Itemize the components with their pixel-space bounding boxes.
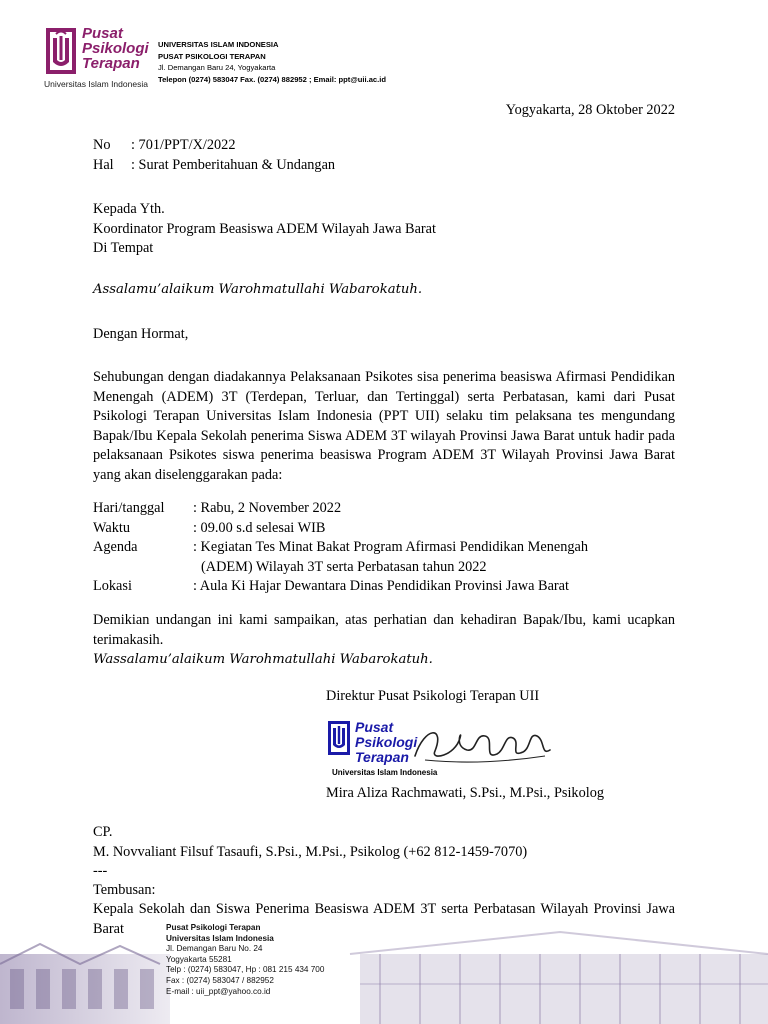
recipient-block — [93, 200, 436, 259]
footer-line-7: E-mail : uii_ppt@yahoo.co.id — [166, 986, 271, 996]
logo-subtitle: Universitas Islam Indonesia — [44, 79, 148, 89]
footer-line-4: Yogyakarta 55281 — [166, 954, 232, 964]
cc-label: Tembusan: — [93, 882, 156, 898]
logo-wordmark — [82, 26, 149, 71]
cp-label: CP. — [93, 824, 113, 840]
recipient-line-3: Di Tempat — [93, 240, 154, 256]
time-label: Waktu — [93, 519, 130, 536]
cp-block — [93, 823, 527, 882]
stamp-line-pusat: Pusat — [355, 719, 394, 735]
opening-greeting: Assalamu’alaikum Warohmatullahi Wabarokatuh. — [93, 282, 423, 297]
day-value: : Rabu, 2 November 2022 — [193, 500, 342, 516]
handwritten-signature — [405, 716, 555, 776]
letterhead-university: UNIVERSITAS ISLAM INDONESIA — [158, 40, 279, 49]
cp-divider: --- — [93, 863, 108, 879]
body-paragraph: Sehubungan dengan diadakannya Pelaksanaan Psikotes sisa penerima beasiswa Afirmasi Pendidikan Menengah (ADEM) 3T (Terdepan, Terluar, dan Tertinggal) serta Perbatasan, kami dari Pusat Psikologi Terapan Universitas Islam Indonesia (PPT UII) selaku tim pelaksana tes mengundang Bapak/Ibu Kepala Sekolah penerima Siswa ADEM 3T wilayah Provinsi Jawa Barat untuk hadir pada pelaksanaan Psikotes siswa penerima beasiswa Program ADEM 3T Wilayah Provinsi Jawa Barat yang akan diselenggarakan pada: — [93, 369, 675, 483]
recipient-line-1: Kepada Yth. — [93, 201, 165, 217]
place-label: Lokasi — [93, 578, 132, 594]
agenda-label: Agenda — [93, 539, 138, 555]
footer-contact — [166, 923, 324, 997]
stamp-line-psikologi: Psikologi — [355, 734, 418, 750]
footer-line-2: Universitas Islam Indonesia — [166, 933, 274, 943]
hal-label: Hal — [93, 156, 114, 173]
letterhead-unit: PUSAT PSIKOLOGI TERAPAN — [158, 51, 266, 61]
cc-value: Kepala Sekolah dan Siswa Penerima Beasiswa ADEM 3T serta Perbatasan Wilayah Provinsi Jawa Barat — [93, 901, 675, 937]
place-value: : Aula Ki Hajar Dewantara Dinas Pendidikan Provinsi Jawa Barat — [193, 578, 569, 594]
logo-line-terapan: Terapan — [82, 55, 140, 72]
letterhead-address: Jl. Demangan Baru 24, Yogyakarta — [158, 63, 276, 72]
letter-date: Yogyakarta, 28 Oktober 2022 — [505, 102, 675, 118]
footer-line-6: Fax : (0274) 583047 / 882952 — [166, 975, 274, 985]
salutation: Dengan Hormat, — [93, 326, 189, 342]
logo-line-psikologi: Psikologi — [82, 40, 149, 57]
cp-value: M. Novvaliant Filsuf Tasaufi, S.Psi., M.Psi., Psikolog (+62 812-1459-7070) — [93, 843, 528, 860]
footer-line-1: Pusat Psikologi Terapan — [166, 923, 261, 932]
logo-line-pusat: Pusat — [82, 25, 123, 42]
agenda-value-1: : Kegiatan Tes Minat Bakat Program Afirmasi Pendidikan Menengah — [193, 539, 588, 555]
day-label: Hari/tanggal — [93, 500, 165, 516]
letterhead-contact: Telepon (0274) 583047 Fax. (0274) 882952 ; Email: ppt@uii.ac.id — [158, 74, 387, 84]
letterhead-info — [158, 39, 386, 85]
closing-paragraph: Demikian undangan ini kami sampaikan, atas perhatian dan kehadiran Bapak/Ibu, kami ucapkan terimakasih. — [93, 612, 675, 648]
footer-line-3: Jl. Demangan Baru No. 24 — [166, 944, 263, 954]
time-value: : 09.00 s.d selesai WIB — [193, 519, 326, 536]
signatory-title: Direktur Pusat Psikologi Terapan UII — [326, 688, 540, 704]
closing-greeting: Wassalamu’alaikum Warohmatullahi Wabarokatuh. — [93, 652, 433, 667]
no-label: No — [93, 137, 111, 153]
footer-building-illustration — [0, 924, 768, 1024]
agenda-value-2: (ADEM) Wilayah 3T serta Perbatasan tahun 2022 — [201, 558, 487, 575]
recipient-line-2: Koordinator Program Beasiswa ADEM Wilayah Jawa Barat — [93, 220, 436, 237]
signatory-name: Mira Aliza Rachmawati, S.Psi., M.Psi., Psikolog — [326, 785, 605, 801]
hal-value: : Surat Pemberitahuan & Undangan — [131, 156, 336, 173]
footer-line-5: Telp : (0274) 583047, Hp : 081 215 434 700 — [166, 965, 325, 975]
schedule-table — [93, 499, 588, 597]
no-value: : 701/PPT/X/2022 — [131, 137, 236, 153]
letter-meta — [93, 136, 335, 175]
stamp-subtitle: Universitas Islam Indonesia — [332, 768, 438, 777]
stamp-line-terapan: Terapan — [355, 749, 409, 765]
